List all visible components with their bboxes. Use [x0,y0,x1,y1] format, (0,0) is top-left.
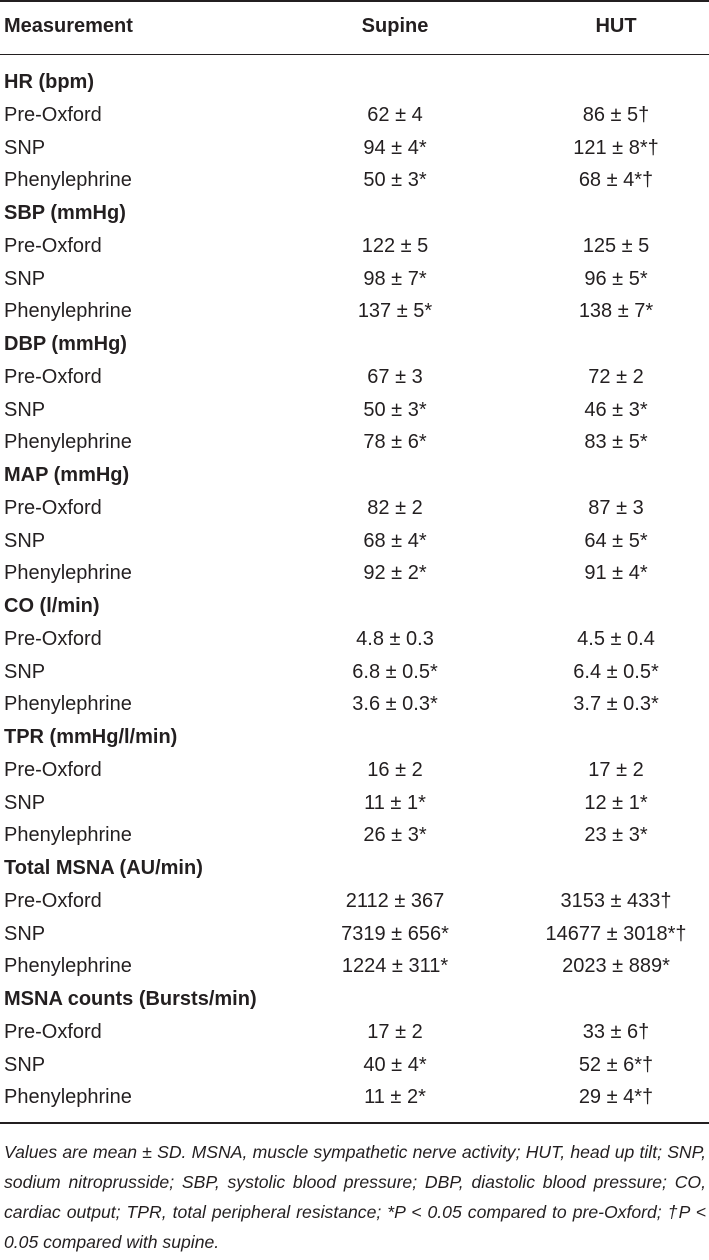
hut-value: 12 ± 1* [584,791,648,814]
row-label: Pre-Oxford [4,103,102,126]
hut-value: 64 ± 5* [584,529,648,552]
hut-value: 17 ± 2 [588,758,644,781]
bottom-rule [0,1122,709,1124]
table-row [0,164,709,197]
group-row [0,983,709,1016]
table-row [0,263,709,296]
supine-value: 92 ± 2* [363,562,427,585]
row-label: Pre-Oxford [4,627,102,650]
row-label: SNP [4,398,46,421]
supine-value: 16 ± 2 [367,758,423,781]
group-title: CO (l/min) [4,595,100,617]
supine-value: 6.8 ± 0.5* [352,660,438,683]
group-row [0,197,709,230]
table-row [0,1016,709,1049]
hut-value: 96 ± 5* [584,267,648,290]
row-label: Pre-Oxford [4,496,102,519]
group-row [0,459,709,492]
supine-value: 7319 ± 656* [341,922,449,945]
row-label: SNP [4,922,46,945]
table-row [0,492,709,525]
supine-value: 50 ± 3* [363,398,427,421]
header-measurement: Measurement [4,15,133,37]
hut-value: 6.4 ± 0.5* [573,660,659,683]
group-title: SBP (mmHg) [4,202,126,224]
row-label: SNP [4,267,46,290]
supine-value: 11 ± 1* [364,791,426,814]
top-rule [0,0,709,2]
hut-value: 125 ± 5 [582,234,650,257]
table-row [0,885,709,918]
hut-value: 87 ± 3 [588,496,644,519]
hut-value: 72 ± 2 [588,365,644,388]
hut-value: 83 ± 5* [584,431,648,454]
table-row [0,754,709,787]
group-title: MSNA counts (Bursts/min) [4,988,257,1010]
row-label: Phenylephrine [4,824,132,847]
hut-value: 33 ± 6† [582,1020,650,1043]
supine-value: 68 ± 4* [363,529,427,552]
supine-value: 67 ± 3 [367,365,423,388]
hut-value: 68 ± 4*† [578,169,654,192]
hut-value: 121 ± 8*† [573,136,659,159]
header-supine: Supine [361,15,429,37]
supine-value: 26 ± 3* [363,824,427,847]
supine-value: 78 ± 6* [363,431,427,454]
hut-value: 46 ± 3* [584,398,648,421]
hut-value: 138 ± 7* [578,300,654,323]
table-row [0,819,709,852]
group-row [0,852,709,885]
table-row [0,426,709,459]
table-row [0,99,709,132]
row-label: SNP [4,660,46,683]
row-label: Phenylephrine [4,300,132,323]
supine-value: 3.6 ± 0.3* [352,693,438,716]
row-label: Pre-Oxford [4,234,102,257]
group-title: HR (bpm) [4,71,94,93]
row-label: Phenylephrine [4,693,132,716]
row-label: Phenylephrine [4,169,132,192]
row-label: SNP [4,791,46,814]
supine-value: 17 ± 2 [367,1020,423,1043]
row-label: Phenylephrine [4,431,132,454]
supine-value: 137 ± 5* [357,300,433,323]
table-row [0,950,709,983]
supine-value: 2112 ± 367 [345,889,445,912]
row-label: Phenylephrine [4,955,132,978]
hut-value: 4.5 ± 0.4 [577,627,655,650]
table-row [0,394,709,427]
table-row [0,623,709,656]
row-label: Pre-Oxford [4,365,102,388]
table-row [0,557,709,590]
table-row [0,132,709,165]
supine-value: 11 ± 2* [364,1086,426,1109]
header-row [0,10,709,43]
supine-value: 4.8 ± 0.3 [356,627,434,650]
table-row [0,525,709,558]
table-row [0,918,709,951]
row-label: SNP [4,1053,46,1076]
supine-value: 98 ± 7* [363,267,427,290]
table-footnote: Values are mean ± SD. MSNA, muscle sympathetic nerve activity; HUT, head up tilt; SNP, sodium nitroprusside; SBP, systolic blood pressure; DBP, diastolic blood pressure; CO, cardiac output; TPR, total peripheral resistance; *P < 0.05 compared to pre-Oxford; †P < 0.05 compared with supine. [4,1142,706,1252]
row-label: Phenylephrine [4,562,132,585]
hut-value: 29 ± 4*† [578,1086,654,1109]
group-title: DBP (mmHg) [4,333,127,355]
supine-value: 50 ± 3* [363,169,427,192]
hut-value: 3153 ± 433† [560,889,672,912]
hut-value: 14677 ± 3018*† [545,922,687,945]
group-title: Total MSNA (AU/min) [4,857,203,879]
supine-value: 40 ± 4* [363,1053,427,1076]
table-row [0,1081,709,1114]
supine-value: 62 ± 4 [367,103,423,126]
hut-value: 3.7 ± 0.3* [573,693,659,716]
supine-value: 94 ± 4* [363,136,427,159]
row-label: SNP [4,529,46,552]
group-row [0,66,709,99]
table-row [0,230,709,263]
table-row [0,1049,709,1082]
supine-value: 122 ± 5 [361,234,429,257]
table-row [0,361,709,394]
row-label: Pre-Oxford [4,1020,102,1043]
group-title: TPR (mmHg/l/min) [4,726,178,748]
row-label: Phenylephrine [4,1086,132,1109]
table-row [0,656,709,689]
hut-value: 2023 ± 889* [562,955,670,978]
supine-value: 82 ± 2 [367,496,423,519]
header-rule [0,54,709,55]
group-row [0,590,709,623]
hut-value: 91 ± 4* [584,562,648,585]
table-row [0,688,709,721]
table-row [0,295,709,328]
hut-value: 86 ± 5† [582,103,650,126]
row-label: Pre-Oxford [4,758,102,781]
hut-value: 52 ± 6*† [578,1053,654,1076]
group-row [0,328,709,361]
group-title: MAP (mmHg) [4,464,130,486]
table-row [0,787,709,820]
row-label: Pre-Oxford [4,889,102,912]
hut-value: 23 ± 3* [584,824,648,847]
group-row [0,721,709,754]
row-label: SNP [4,136,46,159]
supine-value: 1224 ± 311* [341,955,449,978]
header-hut: HUT [595,15,637,37]
